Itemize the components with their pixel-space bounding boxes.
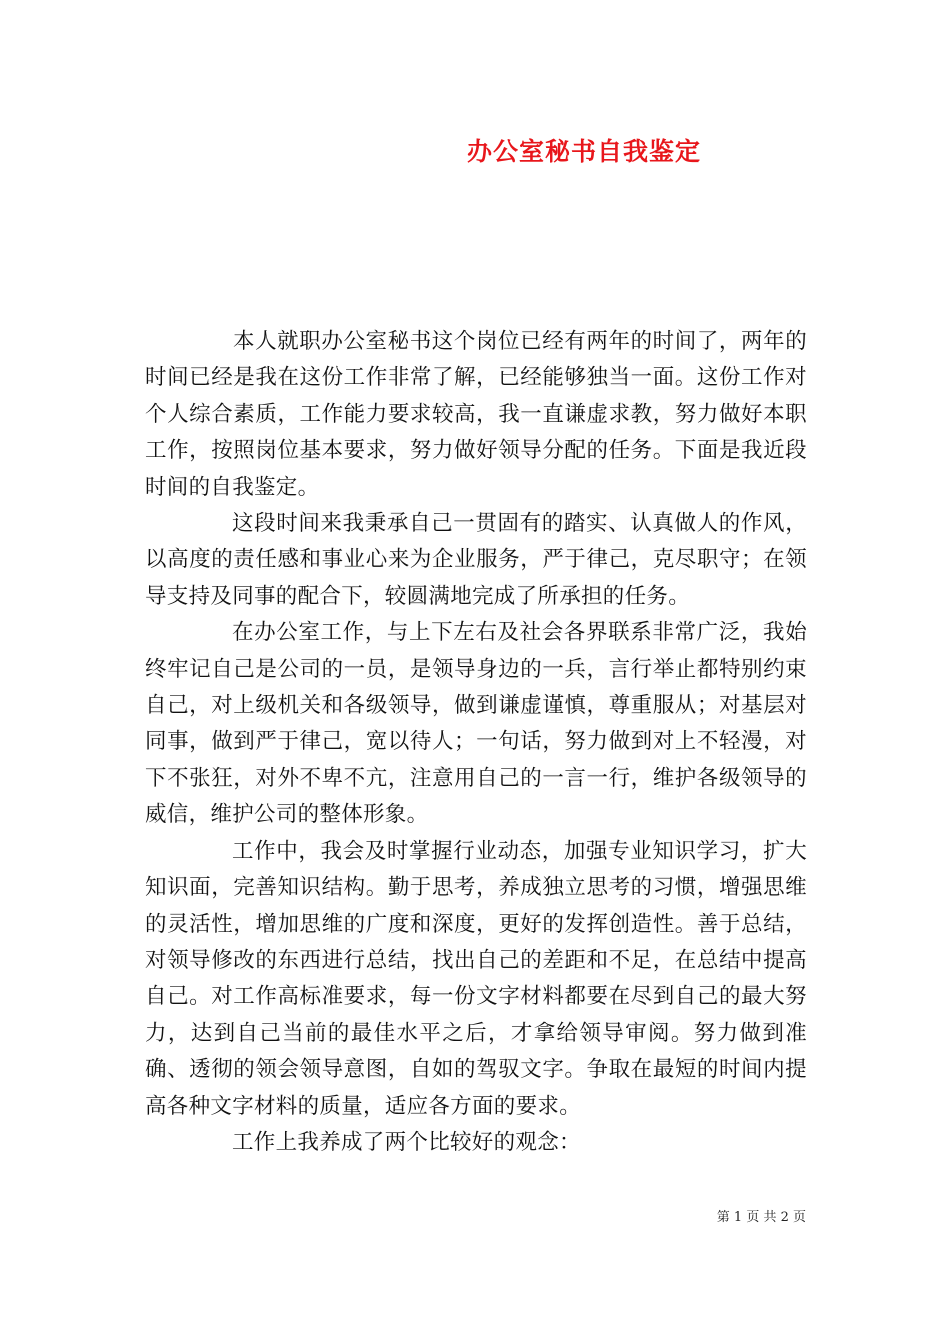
document-body: [145, 324, 807, 1161]
paragraph-office-conduct: 在办公室工作，与上下左右及社会各界联系非常广泛，我始终牢记自己是公司的一员，是领导身边的一兵，言行举止都特别约束自己，对上级机关和各级领导，做到谦虚谨慎，尊重服从；对基层对同事，做到严于律己，宽以待人；一句话，努力做到对上不轻漫，对下不张狂，对外不卑不亢，注意用自己的一言一行，维护各级领导的威信，维护公司的整体形象。: [145, 620, 807, 828]
paragraph-learning: 工作中，我会及时掌握行业动态，加强专业知识学习，扩大知识面，完善知识结构。勤于思考，养成独立思考的习惯，增强思维的灵活性，增加思维的广度和深度，更好的发挥创造性。善于总结，对领导修改的东西进行总结，找出自己的差距和不足，在总结中提高自己。对工作高标准要求，每一份文字材料都要在尽到自己的最大努力，达到自己当前的最佳水平之后，才拿给领导审阅。努力做到准确、透彻的领会领导意图，自如的驾驭文字。争取在最短的时间内提高各种文字材料的质量，适应各方面的要求。: [145, 838, 807, 1119]
paragraph-concepts: 工作上我养成了两个比较好的观念：: [232, 1129, 581, 1155]
paragraph-work-style: 这段时间来我秉承自己一贯固有的踏实、认真做人的作风，以高度的责任感和事业心来为企业服务，严于律己，克尽职守；在领导支持及同事的配合下，较圆满地完成了所承担的任务。: [145, 511, 807, 609]
paragraph-intro: 本人就职办公室秘书这个岗位已经有两年的时间了，两年的时间已经是我在这份工作非常了解，已经能够独当一面。这份工作对个人综合素质，工作能力要求较高，我一直谦虚求教，努力做好本职工作，按照岗位基本要求，努力做好领导分配的任务。下面是我近段时间的自我鉴定。: [145, 329, 807, 500]
page-number-footer: 第 1 页 共 2 页: [716, 1210, 806, 1225]
document-title: 办公室秘书自我鉴定: [466, 137, 701, 166]
